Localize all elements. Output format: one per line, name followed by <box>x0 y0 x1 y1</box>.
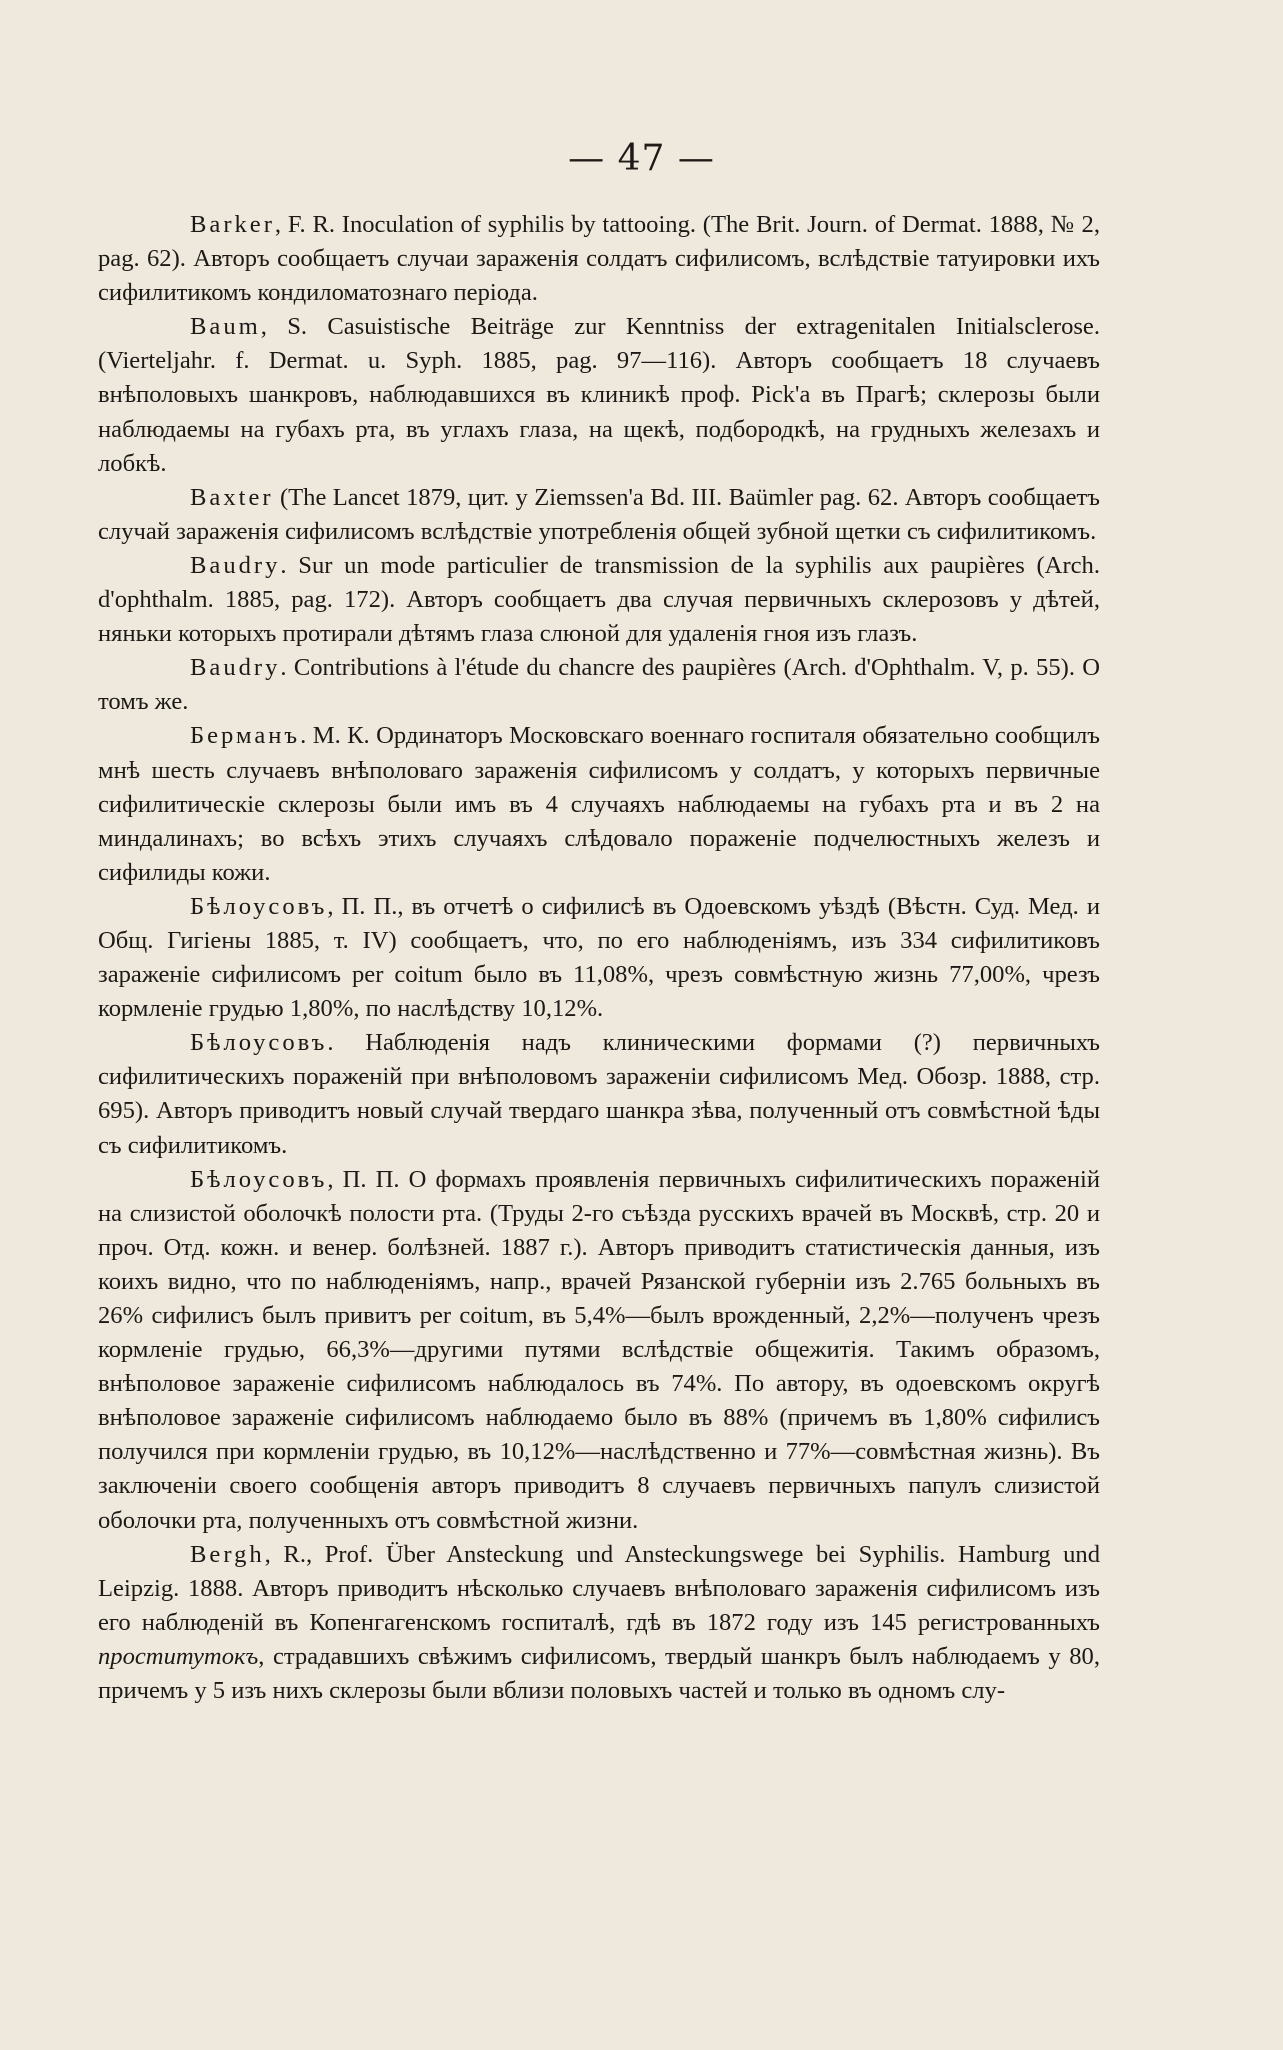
bibliography-entry-belousov-1 <box>98 890 1100 1026</box>
entry-text: , П. П. О формахъ проявленія первичныхъ сифилитическихъ пораженій на слизистой оболочкѣ полости рта. (Труды 2-го съѣзда русскихъ врачей въ Москвѣ, стр. 20 и проч. Отд. кожн. и венер. болѣзней. 1887 г.). Авторъ приводитъ статистическія данныя, изъ коихъ видно, что по наблюденіямъ, напр., врачей Рязанской губерніи изъ 2.765 больныхъ въ 26% сифилисъ былъ привитъ per coitum, въ 5,4%—былъ врожденный, 2,2%—полученъ чрезъ кормленіе грудью, 66,3%—другими путями вслѣдствіе общежитія. Такимъ образомъ, внѣполовое зараженіе сифилисомъ наблюдалось въ 74%. По автору, въ одоевскомъ округѣ внѣполовое зараженіе сифилисомъ наблюдаемо было въ 88% (причемъ въ 1,80% сифилисъ получился при кормленіи грудью, въ 10,12%—наслѣдственно и 77%—совмѣстная жизнь). Въ заключеніи своего сообщенія авторъ приводитъ 8 случаевъ первичныхъ папулъ слизистой оболочки рта, полученныхъ отъ совмѣстной жизни. <box>98 1165 1100 1534</box>
entry-text: (The Lancet 1879, цит. у Ziemssen'a Bd. III. Baümler pag. 62. Авторъ сообщаетъ случай зараженія сифилисомъ вслѣдствіе употребленія общей зубной щетки съ сифилитикомъ. <box>98 483 1100 545</box>
entry-author: Baudry <box>190 551 281 579</box>
bibliography-entry-baudry-2 <box>98 651 1100 719</box>
entry-text: . Contributions à l'étude du chancre des paupières (Arch. d'Ophthalm. V, p. 55). О томъ же. <box>98 654 1100 716</box>
bibliography-entry-belousov-2 <box>98 1026 1100 1162</box>
entry-author: Baxter <box>190 483 274 511</box>
entry-author: Берманъ <box>190 722 301 750</box>
bibliography-entry-berman <box>98 719 1100 889</box>
bibliography-entry-bergh <box>98 1538 1100 1708</box>
entry-author: Бѣлоусовъ <box>190 1165 328 1193</box>
entry-text: , F. R. Inoculation of syphilis by tattooing. (The Brit. Journ. of Dermat. 1888, № 2, pag. 62). Авторъ сообщаетъ случаи зараженія солдатъ сифилисомъ, вслѣдствіе татуировки ихъ сифилитикомъ кондиломатознаго періода. <box>98 211 1100 307</box>
bibliography-entry-baum <box>98 310 1100 480</box>
entry-text: , S. Casuistische Beiträge zur Kenntniss der extragenitalen Initialsclerose. (Vierteljahr. f. Dermat. u. Syph. 1885, pag. 97—116). Авторъ сообщаетъ 18 случаевъ внѣполовыхъ шанкровъ, наблюдавшихся въ клиникѣ проф. Pick'a въ Прагѣ; склерозы были наблюдаемы на губахъ рта, въ углахъ глаза, на щекѣ, подбородкѣ, на грудныхъ железахъ и лобкѣ. <box>98 313 1100 477</box>
entry-text: , R., Prof. Über Ansteckung und Ansteckungswege bei Syphilis. Hamburg und Leipzig. 1888. Авторъ приводитъ нѣсколько случаевъ внѣполоваго зараженія сифилисомъ изъ его наблюденій въ Копенгагенскомъ госпиталѣ, гдѣ въ 1872 году изъ 145 регистрованныхъ <box>98 1540 1100 1636</box>
entry-text: . Sur un mode particulier de transmission de la syphilis aux paupières (Arch. d'ophthalm. 1885, pag. 172). Авторъ сообщаетъ два случая первичныхъ склерозовъ у дѣтей, няньки которыхъ протирали дѣтямъ глаза слюной для удаленія гноя изъ глазъ. <box>98 551 1100 648</box>
entry-author: Barker <box>190 211 275 238</box>
entry-author: Бѣлоусовъ <box>190 1029 328 1057</box>
entry-emphasis: проститутокъ <box>98 1642 259 1670</box>
entry-text: , страдавшихъ свѣжимъ сифилисомъ, твердый шанкръ былъ наблюдаемъ у 80, причемъ у 5 изъ нихъ склерозы были вблизи половыхъ частей и только въ одномъ слу- <box>98 1642 1100 1705</box>
bibliography-entry-baudry-1 <box>98 549 1100 651</box>
entry-author: Bergh <box>190 1540 265 1568</box>
entry-text: . М. К. Ординаторъ Московскаго военнаго госпиталя обязательно сообщилъ мнѣ шесть случаевъ внѣполоваго зараженія сифилисомъ у солдатъ, у которыхъ первичные сифилитическіе склерозы были имъ въ 4 случаяхъ наблюдаемы на губахъ рта и въ 2 на миндалинахъ; во всѣхъ этихъ случаяхъ слѣдовало пораженіе подчелюстныхъ железъ и сифилиды кожи. <box>98 722 1100 886</box>
bibliography-text <box>98 208 1100 1708</box>
entry-text: . Наблюденія надъ клиническими формами (?) первичныхъ сифилитическихъ пораженій при внѣполовомъ зараженіи сифилисомъ Мед. Обозр. 1888, стр. 695). Авторъ приводитъ новый случай твердаго шанкра зѣва, полученный отъ совмѣстной ѣды съ сифилитикомъ. <box>98 1029 1100 1159</box>
entry-text: , П. П., въ отчетѣ о сифилисѣ въ Одоевскомъ уѣздѣ (Вѣстн. Суд. Мед. и Общ. Гигіены 1885, т. IV) сообщаетъ, что, по его наблюденіямъ, изъ 334 сифилитиковъ зараженіе сифилисомъ per coitum было въ 11,08%, чрезъ совмѣстную жизнь 77,00%, чрезъ кормленіе грудью 1,80%, по наслѣдству 10,12%. <box>98 892 1100 1023</box>
entry-author: Baum <box>190 313 261 341</box>
entry-author: Baudry <box>190 654 281 682</box>
entry-author: Бѣлоусовъ <box>190 892 328 920</box>
page-number: — 47 — <box>568 138 715 179</box>
bibliography-entry-baxter <box>98 481 1100 549</box>
bibliography-entry-belousov-3 <box>98 1163 1100 1538</box>
bibliography-entry-barker <box>98 208 1100 310</box>
